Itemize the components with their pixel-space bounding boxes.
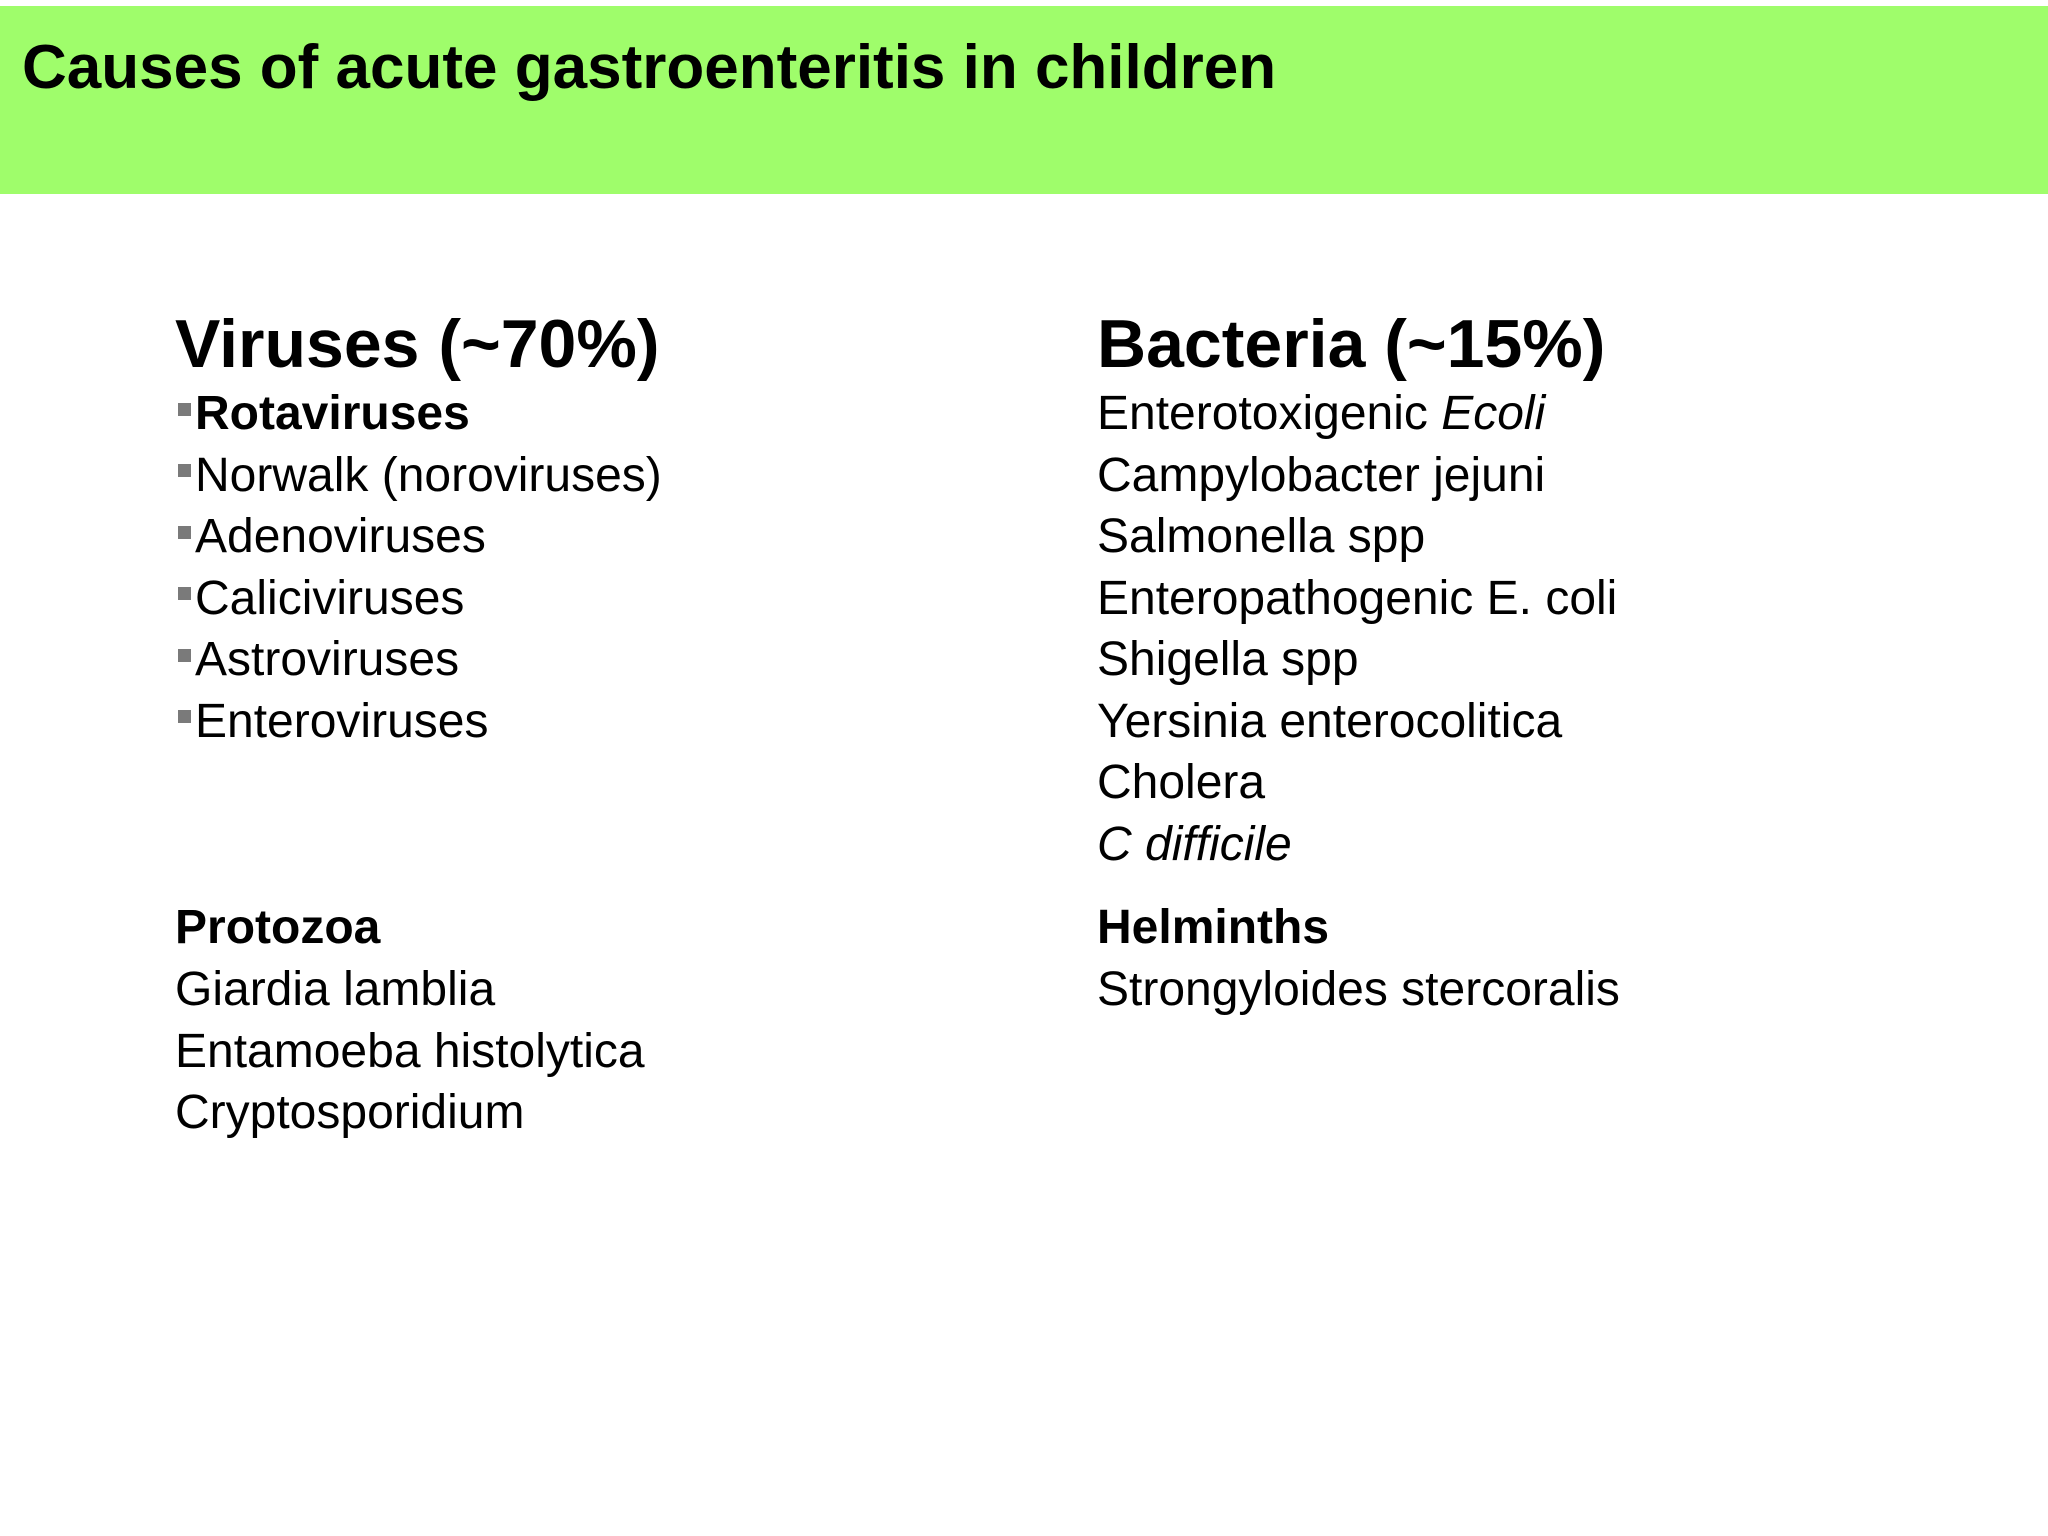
list-item-text: Caliciviruses (195, 571, 465, 625)
list-item (1097, 814, 1617, 876)
square-bullet-icon (178, 587, 191, 600)
list-item (175, 1082, 645, 1144)
list-item (175, 383, 662, 445)
list-item (1097, 383, 1617, 445)
protozoa-list (175, 959, 645, 1144)
list-item (175, 1021, 645, 1083)
viruses-list (175, 383, 662, 752)
helminths-list (1097, 959, 1620, 1021)
list-item-text: Salmonella spp (1097, 510, 1426, 563)
list-item (1097, 959, 1620, 1021)
list-item (175, 629, 662, 691)
helminths-heading: Helminths (1097, 901, 1330, 954)
list-item-text: Astroviruses (195, 633, 460, 686)
list-item-text: Campylobacter jejuni (1097, 448, 1546, 502)
square-bullet-icon (178, 649, 191, 662)
bacteria-section (1097, 305, 1617, 875)
protozoa-section (175, 897, 645, 1144)
list-item (1097, 629, 1617, 691)
list-item (175, 568, 662, 630)
square-bullet-icon (178, 403, 191, 416)
list-item-text: Cholera (1097, 756, 1266, 809)
square-bullet-icon (178, 526, 191, 539)
list-item (1097, 506, 1617, 568)
list-item-text: Enteroviruses (195, 694, 489, 748)
list-item (1097, 752, 1617, 814)
viruses-section (175, 305, 662, 752)
list-item (175, 506, 662, 568)
list-item-text: Strongyloides stercoralis (1097, 963, 1620, 1016)
bacteria-heading: Bacteria (~15%) (1097, 306, 1606, 382)
protozoa-heading: Protozoa (175, 901, 381, 954)
list-item-text: Shigella spp (1097, 633, 1359, 686)
list-item (175, 959, 645, 1021)
list-item-text: Enteropathogenic E. coli (1097, 571, 1618, 625)
viruses-heading: Viruses (~70%) (175, 306, 660, 382)
list-item-text: Enterotoxigenic (1097, 387, 1442, 440)
list-item-text: Adenoviruses (195, 510, 486, 563)
list-item (175, 445, 662, 507)
title-bar (0, 6, 2048, 194)
list-item (1097, 691, 1617, 753)
list-item (1097, 445, 1617, 507)
list-item-text: Cryptosporidium (175, 1086, 525, 1139)
list-item-text: Entamoeba histolytica (175, 1024, 645, 1078)
slide-title: Causes of acute gastroenteritis in children (22, 33, 1277, 102)
list-item-text: Giardia lamblia (175, 963, 496, 1016)
list-item-text: Norwalk (noroviruses) (195, 448, 662, 502)
helminths-section (1097, 897, 1620, 1021)
list-item-text: Yersinia enterocolitica (1097, 694, 1563, 748)
list-item-text: C difficile (1097, 817, 1292, 871)
square-bullet-icon (178, 710, 191, 723)
square-bullet-icon (178, 464, 191, 477)
list-item (1097, 568, 1617, 630)
bacteria-list (1097, 383, 1617, 875)
list-item (175, 691, 662, 753)
list-item-text: Rotaviruses (195, 387, 470, 440)
list-item-italic-text: Ecoli (1441, 387, 1546, 440)
